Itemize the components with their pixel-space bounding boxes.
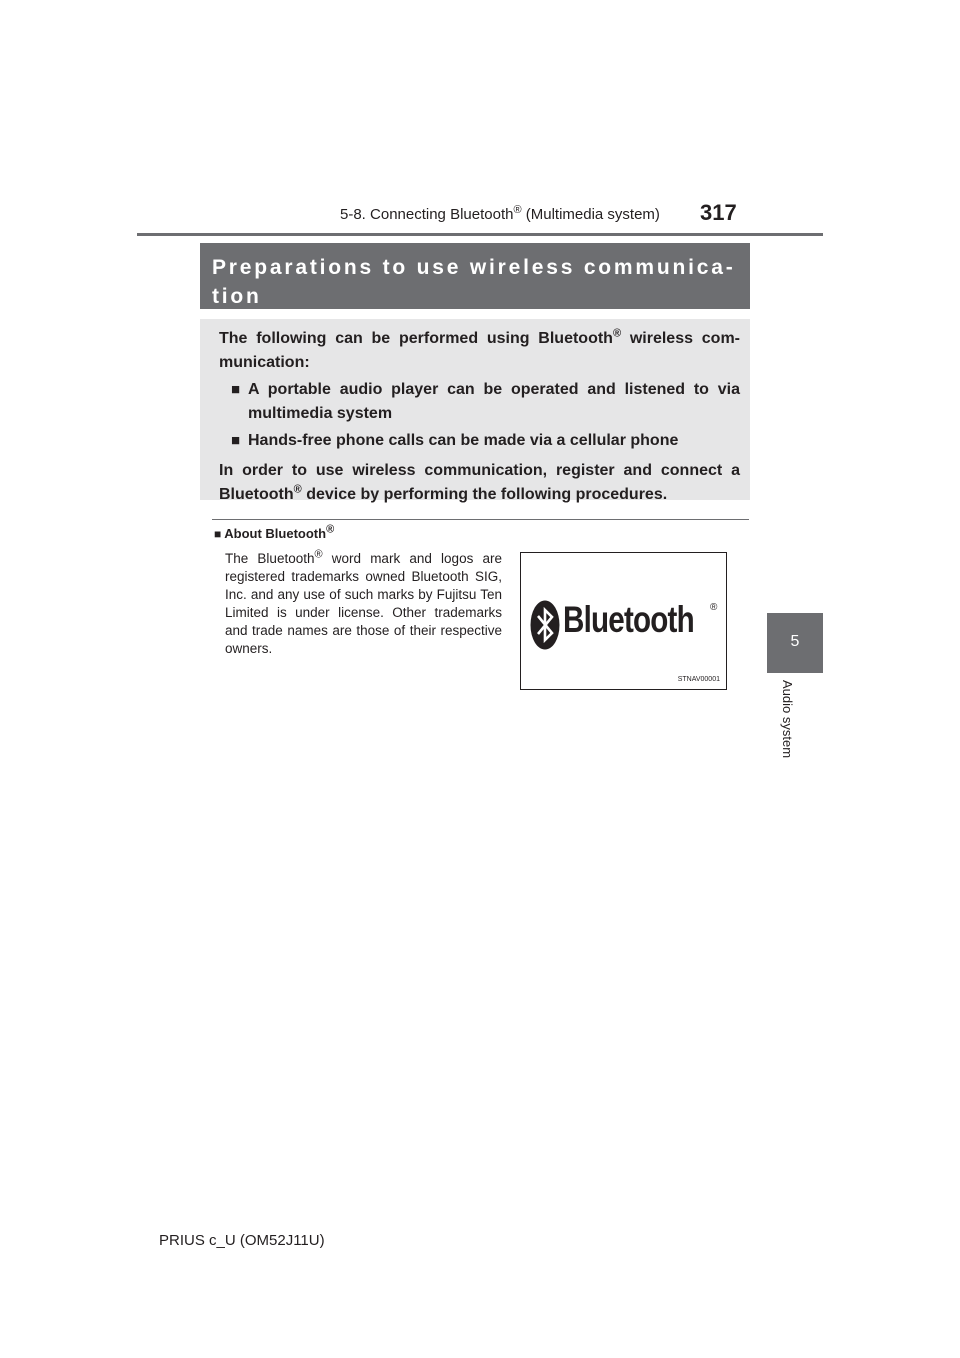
intro-bullet bbox=[231, 429, 740, 453]
header-section-title bbox=[340, 206, 660, 223]
intro-closing bbox=[219, 459, 740, 507]
chapter-tab bbox=[767, 613, 823, 673]
registered-mark: ® bbox=[293, 483, 302, 496]
registered-mark: ® bbox=[314, 548, 323, 561]
section-title-bar bbox=[200, 243, 750, 309]
header-rule bbox=[137, 233, 823, 236]
subsection-rule bbox=[212, 519, 749, 520]
section-title: Preparations to use wireless communica-tion bbox=[212, 256, 736, 308]
page-number: 317 bbox=[700, 200, 737, 225]
subsection-heading-text: About Bluetooth bbox=[224, 526, 327, 541]
registered-mark: ® bbox=[710, 602, 718, 613]
bluetooth-wordmark: Bluetooth bbox=[563, 599, 694, 640]
intro-bullet bbox=[231, 378, 740, 426]
intro-bullet-text: A portable audio player can be operated and listened to via multimedia system bbox=[248, 381, 740, 422]
figure-code: STNAV00001 bbox=[677, 676, 720, 683]
registered-mark: ® bbox=[326, 523, 335, 536]
subsection-heading bbox=[214, 523, 335, 541]
footer-model-code: PRIUS c_U (OM52J11U) bbox=[159, 1232, 325, 1249]
header-section-text: 5-8. Connecting Bluetooth bbox=[340, 206, 514, 223]
intro-lead bbox=[219, 327, 740, 375]
registered-mark: ® bbox=[513, 204, 522, 216]
subsection-body-text: The Bluetooth bbox=[225, 551, 315, 566]
intro-closing-text-end: device by performing the following procedures. bbox=[301, 486, 668, 503]
bluetooth-logo-figure bbox=[520, 552, 727, 690]
chapter-tab-label: Audio system bbox=[780, 680, 795, 759]
bluetooth-rune-icon bbox=[530, 600, 560, 650]
registered-mark: ® bbox=[612, 327, 622, 340]
intro-closing-text: In order to use wireless communication, register and connect a Bluetooth bbox=[219, 462, 740, 503]
square-bullet-icon: ■ bbox=[214, 527, 222, 541]
subsection-body-text-end: word mark and logos are registered trademarks owned Bluetooth SIG, Inc. and any use of such marks by Fujitsu Ten Limited is under license. Other trademarks and trade names are those of their respective owners. bbox=[225, 551, 503, 656]
square-bullet-icon: ■ bbox=[231, 432, 241, 449]
subsection-body bbox=[225, 550, 502, 658]
square-bullet-icon: ■ bbox=[231, 381, 241, 398]
intro-lead-text-end: wireless com-munication: bbox=[219, 330, 741, 371]
intro-box bbox=[200, 319, 750, 503]
header-section-suffix: (Multimedia system) bbox=[521, 206, 660, 223]
intro-bullet-text: Hands-free phone calls can be made via a cellular phone bbox=[248, 432, 679, 449]
intro-lead-text: The following can be performed using Bluetooth bbox=[219, 330, 613, 347]
chapter-tab-number: 5 bbox=[790, 633, 800, 650]
